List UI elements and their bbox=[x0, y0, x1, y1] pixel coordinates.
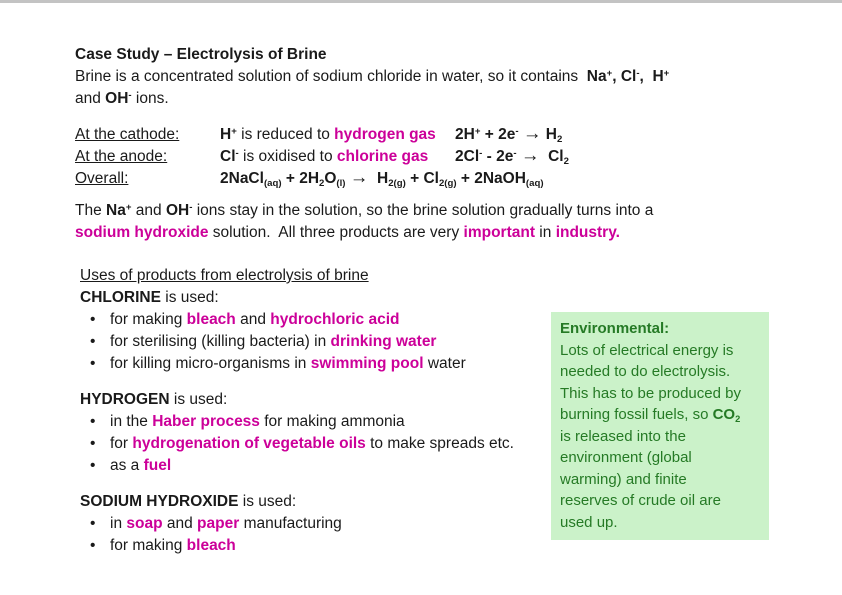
environmental-line-3: This has to be produced by bbox=[560, 384, 741, 402]
sodium-hydroxide-bullet-2-text: for making bleach bbox=[110, 537, 236, 554]
bullet-icon: • bbox=[90, 435, 96, 452]
hydrogen-bullet-3-text: as a fuel bbox=[110, 457, 172, 474]
environmental-line-9: used up. bbox=[560, 513, 618, 531]
chlorine-title: CHLORINE is used: bbox=[80, 289, 219, 306]
uses-section bbox=[80, 265, 550, 557]
intro-line-2: and OH- ions. bbox=[75, 90, 169, 107]
hydrogen-bullet-2 bbox=[80, 433, 550, 455]
cathode-equation: 2H+ + 2e- → H2 bbox=[455, 122, 563, 146]
overall-equation: 2NaCl(aq) + 2H2O(l) → H2(g) + Cl2(g) + 2NaOH(aq) bbox=[220, 166, 544, 190]
reactions-section bbox=[75, 124, 795, 190]
sodium-hydroxide-group bbox=[80, 491, 550, 557]
sodium-hydroxide-title: SODIUM HYDROXIDE is used: bbox=[80, 493, 297, 510]
uses-heading: Uses of products from electrolysis of brine bbox=[80, 267, 369, 284]
environmental-line-4: burning fossil fuels, so CO2 bbox=[560, 406, 741, 424]
bullet-icon: • bbox=[90, 457, 96, 474]
hydrogen-bullet-2-text: for hydrogenation of vegetable oils to make spreads etc. bbox=[110, 435, 514, 452]
hydrogen-bullet-1 bbox=[80, 411, 550, 433]
hydrogen-group bbox=[80, 389, 550, 477]
environmental-line-7: warming) and finite bbox=[560, 470, 687, 488]
solution-line-1: The Na+ and OH- ions stay in the solution, so the brine solution gradually turns into a bbox=[75, 202, 654, 219]
environmental-box bbox=[551, 312, 769, 540]
chlorine-bullet-2 bbox=[80, 331, 550, 353]
environmental-line-8: reserves of crude oil are bbox=[560, 492, 721, 509]
hydrogen-bullet-3 bbox=[80, 455, 550, 477]
anode-equation: 2Cl- - 2e- → Cl2 bbox=[455, 144, 569, 168]
bullet-icon: • bbox=[90, 537, 96, 554]
bullet-icon: • bbox=[90, 413, 96, 430]
environmental-title: Environmental: bbox=[560, 320, 670, 337]
chlorine-group bbox=[80, 287, 550, 375]
hydrogen-bullet-1-text: in the Haber process for making ammonia bbox=[110, 413, 405, 430]
overall-label: Overall: bbox=[75, 170, 129, 187]
intro-section bbox=[75, 44, 785, 110]
chlorine-bullet-1-text: for making bleach and hydrochloric acid bbox=[110, 311, 400, 328]
environmental-line-1: Lots of electrical energy is bbox=[560, 341, 734, 359]
bullet-icon: • bbox=[90, 311, 96, 328]
environmental-line-2: needed to do electrolysis. bbox=[560, 363, 731, 380]
hydrogen-title: HYDROGEN is used: bbox=[80, 391, 228, 408]
cathode-row bbox=[75, 124, 795, 146]
overall-row bbox=[75, 168, 795, 190]
anode-label: At the anode: bbox=[75, 148, 168, 165]
intro-line-1: Brine is a concentrated solution of sodium chloride in water, so it contains Na+, Cl-, H+ bbox=[75, 68, 670, 85]
environmental-line-6: environment (global bbox=[560, 449, 692, 466]
bullet-icon: • bbox=[90, 355, 96, 372]
chlorine-bullet-2-text: for sterilising (killing bacteria) in drinking water bbox=[110, 333, 437, 350]
chlorine-bullet-3 bbox=[80, 353, 550, 375]
cathode-description: H+ is reduced to hydrogen gas bbox=[220, 126, 436, 143]
anode-description: Cl- is oxidised to chlorine gas bbox=[220, 148, 429, 165]
top-border-line bbox=[0, 0, 842, 3]
bullet-icon: • bbox=[90, 333, 96, 350]
case-study-title: Case Study – Electrolysis of Brine bbox=[75, 46, 327, 63]
sodium-hydroxide-bullet-1 bbox=[80, 513, 550, 535]
environmental-line-5: is released into the bbox=[560, 427, 686, 445]
chlorine-bullet-1 bbox=[80, 309, 550, 331]
bullet-icon: • bbox=[90, 515, 96, 532]
sodium-hydroxide-bullet-1-text: in soap and paper manufacturing bbox=[110, 515, 342, 532]
solution-line-2: sodium hydroxide solution. All three products are very important in industry. bbox=[75, 224, 620, 241]
sodium-hydroxide-bullet-2 bbox=[80, 535, 550, 557]
anode-row bbox=[75, 146, 795, 168]
chlorine-bullet-3-text: for killing micro-organisms in swimming pool water bbox=[110, 355, 466, 372]
cathode-label: At the cathode: bbox=[75, 126, 180, 143]
solution-paragraph bbox=[75, 200, 795, 244]
